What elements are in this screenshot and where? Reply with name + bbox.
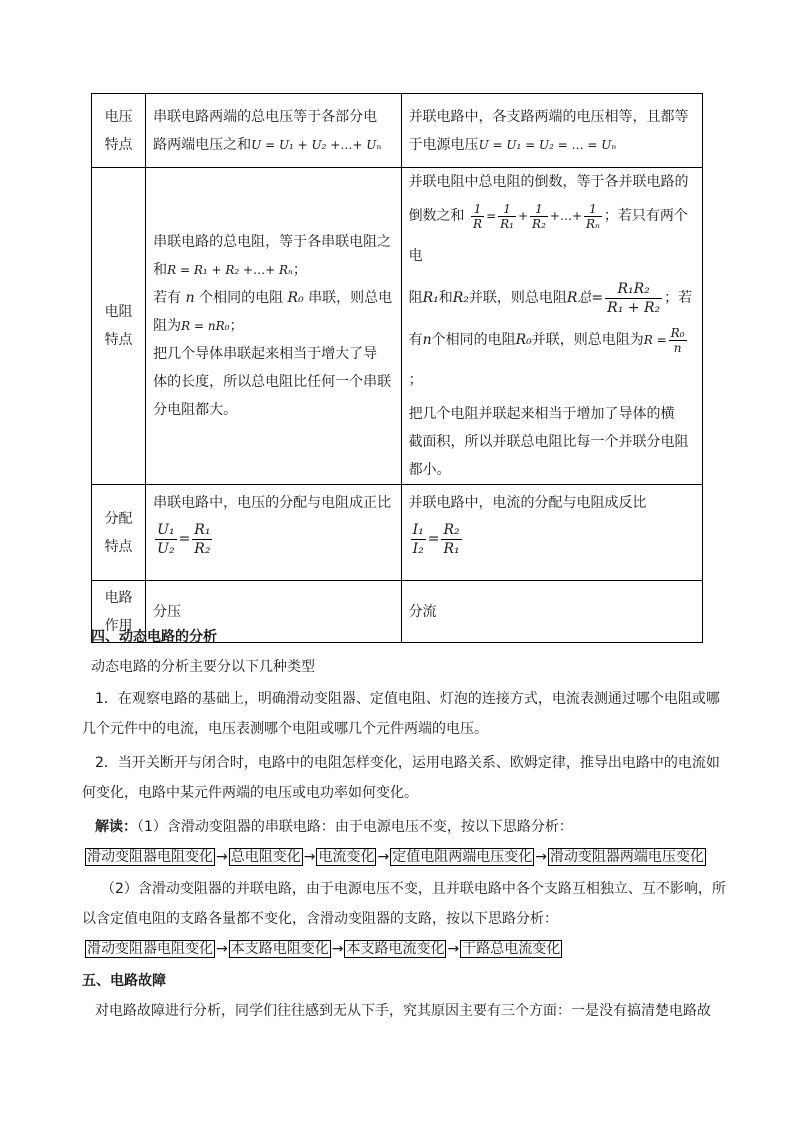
section-title: 四、动态电路的分析 — [91, 629, 217, 645]
paragraph: 1．在观察电路的基础上，明确滑动变阻器、定值电阻、灯泡的连接方式，电流表测通过哪个电阻或哪 — [95, 691, 720, 707]
cell-text: 把几个电阻并联起来相当于增加了导体的横 — [408, 406, 675, 422]
cell-text: 串联电路两端的总电压等于各部分电 — [153, 108, 378, 125]
cell-text: 倒数之和 $\frac{1}{R}$ = $\frac{1}{\text{R₁}}$ + $\frac{1}{\text{R₂}}$ +…+ $\frac{1}{\text{Rₙ}}$ ；若只有两个电 — [408, 201, 688, 264]
row-header-line: 电压 — [104, 108, 133, 125]
cell-text: 串联电路的总电阻，等于各串联电阻之 — [153, 234, 392, 250]
cell-text: 和R = R₁ + R₂ +…+ Rₙ； — [153, 262, 307, 278]
cell-text: 都小。 — [408, 462, 451, 478]
flow-step: 本支路电阻变化 — [230, 941, 329, 957]
flow-chain-series — [85, 846, 706, 866]
arrow-icon: → — [216, 849, 228, 865]
row-header — [92, 485, 146, 581]
flow-step: 电流变化 — [318, 849, 375, 865]
cell-text: 分压 — [153, 603, 182, 620]
row-header-line: 分配 — [104, 510, 133, 527]
cell-text: 并联电阻中总电阻的倒数，等于各并联电路的 — [408, 174, 689, 190]
parallel-cell — [401, 168, 702, 485]
arrow-icon: → — [535, 849, 547, 865]
flow-step: 本支路电流变化 — [346, 941, 445, 957]
arrow-icon: → — [377, 849, 390, 865]
table-row — [92, 94, 703, 168]
cell-text: 串联电路中，电压的分配与电阻成正比 — [153, 495, 392, 511]
comparison-table — [91, 93, 703, 643]
cell-text: 把几个导体串联起来相当于增大了导 — [153, 346, 378, 362]
cell-text: 有n个相同的电阻R₀并联，则总电阻为R = $\frac{\text{R₀}}{n}$ ； — [408, 325, 685, 388]
cell-text: 并联电路中，电流的分配与电阻成反比 — [408, 495, 647, 511]
flow-chain-parallel — [85, 938, 562, 958]
cell-text: 截面积，所以并联总电阻比每一个并联分电阻 — [408, 434, 689, 450]
cell-text: 并联电路中，各支路两端的电压相等，且都等 — [408, 108, 689, 125]
cell-text: 若有 n 个相同的电阻 R₀ 串联，则总电 — [153, 290, 393, 306]
row-header — [92, 168, 146, 485]
arrow-icon: → — [331, 941, 344, 957]
row-header-line: 特点 — [104, 538, 133, 555]
arrow-icon: → — [303, 849, 316, 865]
paragraph: 对电路故障进行分析，同学们往往感到无从下手，究其原因主要有三个方面：一是没有搞清楚电路故 — [95, 1003, 711, 1019]
series-cell — [146, 485, 401, 581]
arrow-icon: → — [216, 941, 228, 957]
row-header-line: 作用 — [104, 617, 133, 634]
paragraph: 解读：（1）含滑动变阻器的串联电路：由于电源电压不变，按以下思路分析： — [95, 819, 573, 835]
cell-text: 分电阻都大。 — [153, 402, 238, 418]
flow-step: 滑动变阻器两端电压变化 — [549, 849, 704, 865]
row-header-line: 电路 — [104, 589, 133, 606]
paragraph: 2．当开关断开与闭合时，电路中的电阻怎样变化，运用电路关系、欧姆定律，推导出电路中的电流如 — [95, 755, 720, 771]
row-header-line: 特点 — [104, 136, 133, 153]
table-row — [92, 168, 703, 485]
arrow-icon: → — [447, 941, 460, 957]
flow-step: 滑动变阻器电阻变化 — [87, 941, 213, 957]
total-resistance-formula: $\frac{\text{R₁R₂}}{\text{R₁ + R₂}}$ — [607, 280, 661, 316]
series-cell — [146, 94, 401, 168]
cell-text: 分流 — [408, 603, 437, 620]
paragraph: （2）含滑动变阻器的并联电路，由于电源电压不变，且并联电路中各个支路互相独立、互不影响，所 — [101, 881, 726, 897]
cell-text: 阻为R = nR₀； — [153, 318, 244, 334]
flow-step: 干路总电流变化 — [462, 941, 561, 957]
cell-text: 于电源电压U = U₁ = U₂ = … = Uₙ — [408, 136, 617, 153]
flow-step: 定值电阻两端电压变化 — [392, 849, 533, 865]
paragraph: 以含定值电阻的支路各量都不变化，含滑动变阻器的支路，按以下思路分析： — [82, 911, 558, 927]
row-header — [92, 94, 146, 168]
paragraph: 几个元件中的电流，电压表测哪个电阻或哪几个元件两端的电压。 — [82, 721, 488, 737]
table-row — [92, 485, 703, 581]
flow-step: 滑动变阻器电阻变化 — [87, 849, 213, 865]
series-cell — [146, 168, 401, 485]
parallel-cell — [401, 485, 702, 581]
voltage-ratio-formula: $\frac{\text{U₁}}{\text{U₂}}$ = $\frac{\text{R₁}}{\text{R₂}}$ — [157, 521, 211, 557]
cell-text: 体的长度，所以总电阻比任何一个串联 — [153, 374, 392, 390]
flow-step: 总电阻变化 — [230, 849, 301, 865]
paragraph: 动态电路的分析主要分以下几种类型 — [91, 659, 315, 675]
paragraph: 何变化，电路中某元件两端的电压或电功率如何变化。 — [82, 785, 418, 801]
row-header-line: 电阻 — [104, 304, 133, 320]
reciprocal-formula: $\frac{1}{R}$ — [473, 201, 483, 231]
parallel-cell — [401, 94, 702, 168]
current-ratio-formula: $\frac{\text{I₁}}{\text{I₂}}$ = $\frac{\text{R₂}}{\text{R₁}}$ — [412, 521, 460, 557]
row-header-line: 特点 — [104, 332, 133, 348]
section-title: 五、电路故障 — [82, 973, 166, 989]
cell-text: 阻R₁和R₂并联，则总电阻R总= $\frac{\text{R₁R₂}}{\text{R₁ + R₂}}$ ；若 — [408, 280, 693, 316]
parallel-cell — [401, 581, 702, 643]
cell-text: 路两端电压之和U = U₁ + U₂ +…+ Uₙ — [153, 136, 382, 153]
